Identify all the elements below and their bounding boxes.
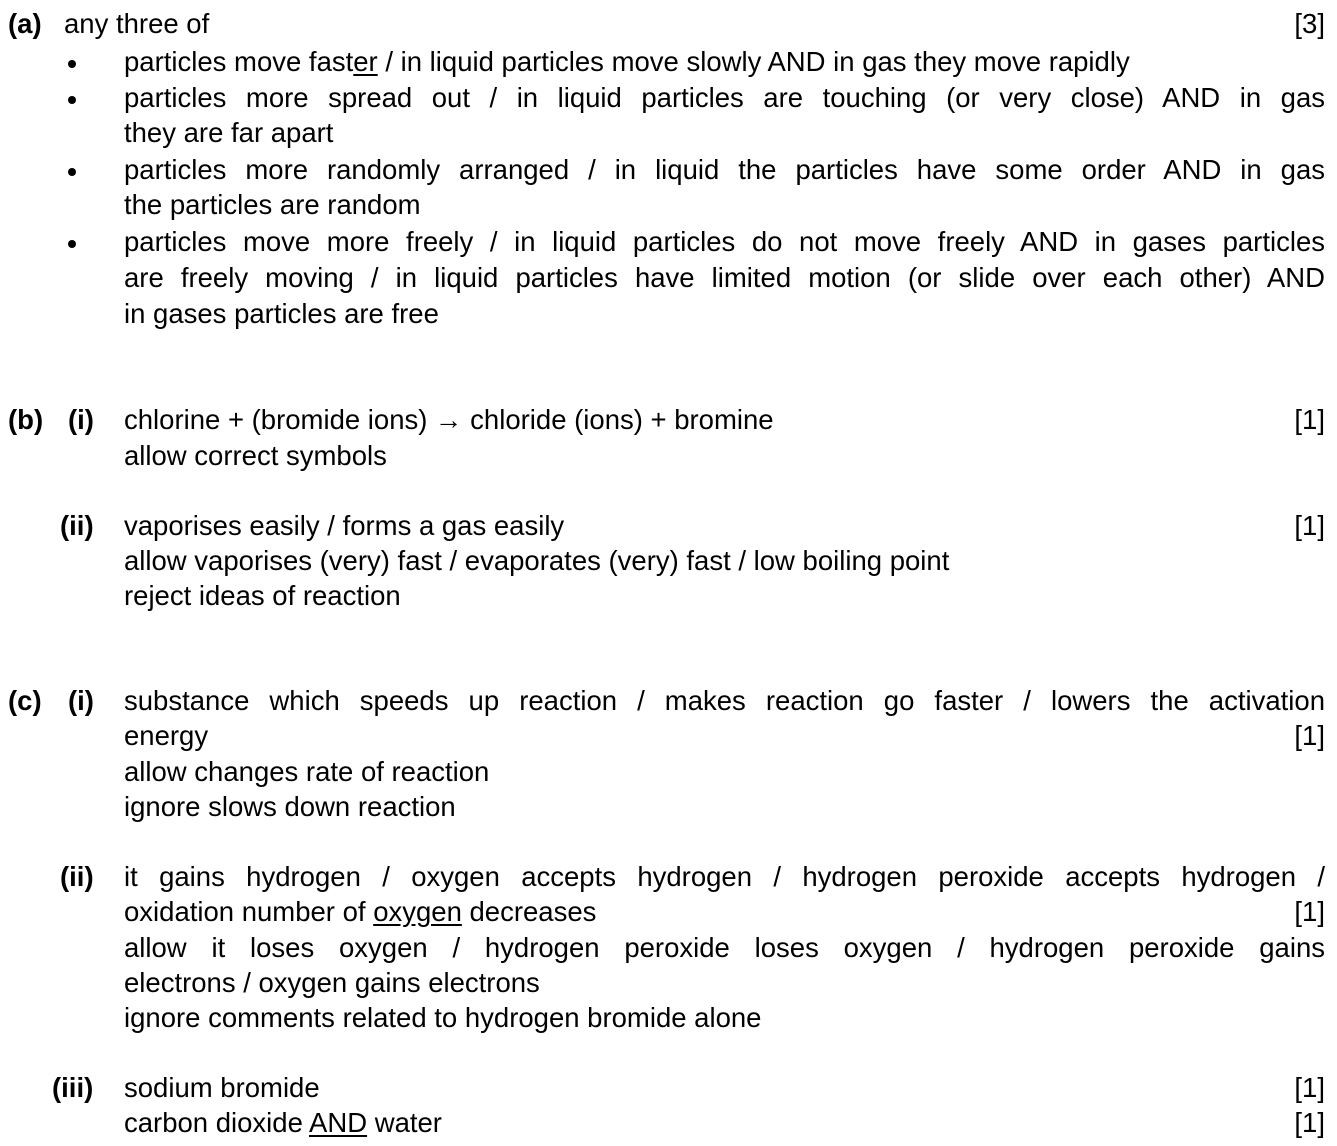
part-c-ii-answer-line-1: it gains hydrogen / oxygen accepts hydrogen / hydrogen peroxide accepts hydrogen / — [124, 861, 1325, 892]
part-c-iii-answer-2: carbon dioxide AND water — [124, 1107, 442, 1138]
part-c-i-answer-line-2: energy — [124, 720, 209, 751]
part-b-i-note: allow correct symbols — [124, 440, 387, 471]
part-b-ii-reject: reject ideas of reaction — [124, 580, 401, 611]
part-b-ii-answer: vaporises easily / forms a gas easily — [124, 510, 565, 541]
part-c-iii-answer-1: sodium bromide — [124, 1072, 320, 1103]
part-c-ii-marks: [1] — [1294, 896, 1325, 927]
part-a-intro: any three of — [64, 8, 210, 39]
part-a-bullet-1: particles move faster / in liquid particles move slowly AND in gas they move rapidly — [124, 46, 1130, 77]
part-b-ii-allow: allow vaporises (very) fast / evaporates (very) fast / low boiling point — [124, 545, 950, 576]
part-a-bullet-4-line-3: in gases particles are free — [124, 298, 439, 329]
part-c-i-ignore: ignore slows down reaction — [124, 791, 456, 822]
part-a-bullet-2-line-2: they are far apart — [124, 117, 334, 148]
bullet-icon — [68, 168, 76, 176]
part-c-i-marks: [1] — [1294, 720, 1325, 751]
part-c-label: (c) — [8, 685, 42, 716]
bullet-icon — [68, 240, 76, 248]
part-a-bullet-4-line-2: are freely moving / in liquid particles have limited motion (or slide over each other) AND — [124, 262, 1325, 293]
part-c-iii-marks-2: [1] — [1294, 1107, 1325, 1138]
part-a-bullet-3-line-1: particles more randomly arranged / in liquid the particles have some order AND in gas — [124, 154, 1325, 185]
part-c-i-label: (i) — [68, 685, 94, 716]
part-a-bullet-2-line-1: particles more spread out / in liquid particles are touching (or very close) AND in gas — [124, 82, 1325, 113]
part-c-iii-label: (iii) — [52, 1072, 94, 1103]
part-c-ii-label: (ii) — [60, 861, 94, 892]
part-a-marks: [3] — [1294, 8, 1325, 39]
part-c-ii-allow-line-1: allow it loses oxygen / hydrogen peroxide loses oxygen / hydrogen peroxide gains — [124, 932, 1325, 963]
part-a-bullet-3-line-2: the particles are random — [124, 189, 421, 220]
right-arrow-icon: → — [435, 404, 463, 435]
part-a-label: (a) — [8, 8, 42, 39]
bullet-icon — [68, 60, 76, 68]
part-c-ii-ignore: ignore comments related to hydrogen bromide alone — [124, 1002, 762, 1033]
part-c-iii-marks-1: [1] — [1294, 1072, 1325, 1103]
part-b-i-marks: [1] — [1294, 404, 1325, 435]
part-b-i-label: (i) — [68, 404, 94, 435]
part-a-bullet-4-line-1: particles move more freely / in liquid particles do not move freely AND in gases particles — [124, 226, 1325, 257]
part-b-ii-label: (ii) — [60, 510, 94, 541]
part-b-ii-marks: [1] — [1294, 510, 1325, 541]
part-c-ii-answer-line-2: oxidation number of oxygen decreases — [124, 896, 597, 927]
part-c-ii-allow-line-2: electrons / oxygen gains electrons — [124, 967, 540, 998]
part-b-i-answer: chlorine + (bromide ions) → chloride (ions) + bromine — [124, 404, 774, 435]
part-b-label: (b) — [8, 404, 44, 435]
bullet-icon — [68, 96, 76, 104]
part-c-i-allow: allow changes rate of reaction — [124, 756, 490, 787]
part-c-i-answer-line-1: substance which speeds up reaction / makes reaction go faster / lowers the activation — [124, 685, 1325, 716]
